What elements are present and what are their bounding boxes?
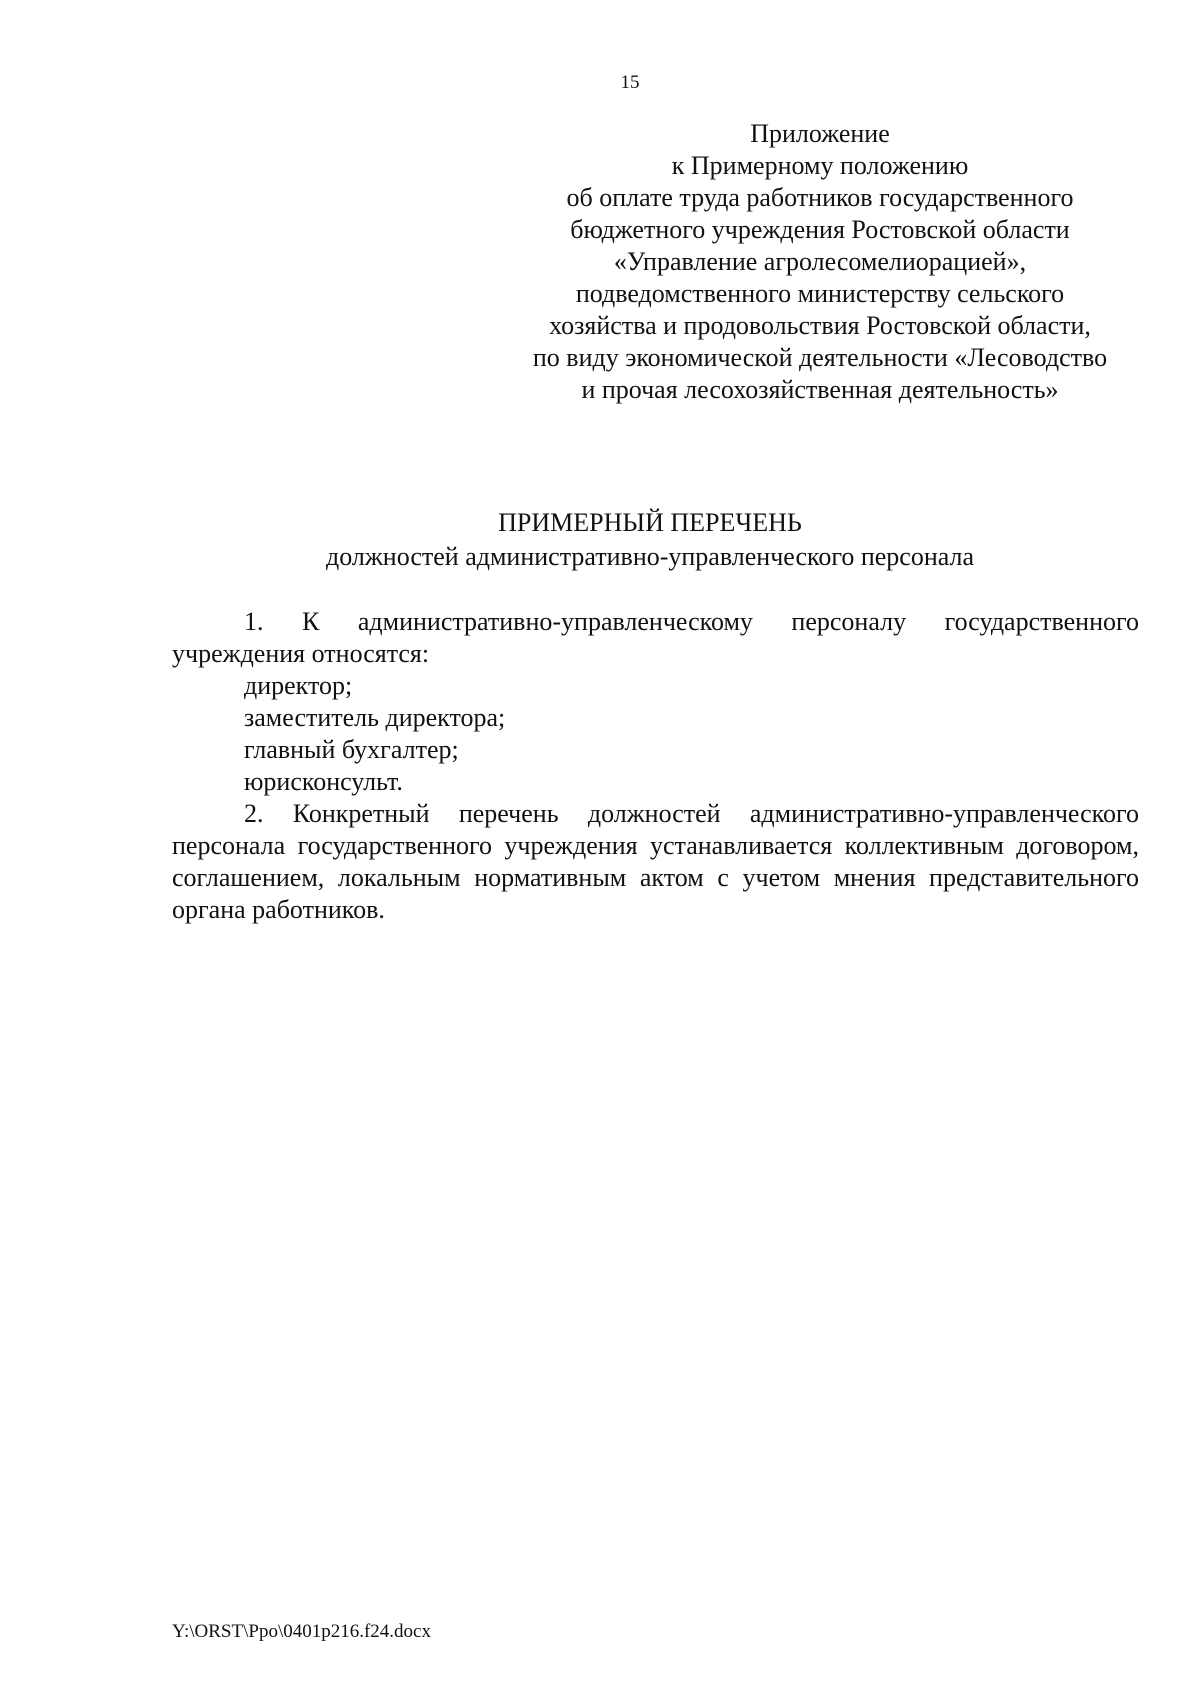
document-body xyxy=(172,606,1139,926)
appendix-line: «Управление агролесомелиорацией», xyxy=(613,247,1027,276)
appendix-line: подведомственного министерству сельского xyxy=(575,279,1065,308)
page-number: 15 xyxy=(620,72,640,93)
appendix-line: об оплате труда работников государственного xyxy=(566,183,1074,212)
list-item: главный бухгалтер; xyxy=(244,735,459,764)
list-item: юрисконсульт. xyxy=(244,767,403,796)
appendix-line: бюджетного учреждения Ростовской области xyxy=(570,215,1070,244)
appendix-line: по виду экономической деятельности «Лесоводство xyxy=(532,343,1108,372)
appendix-line: и прочая лесохозяйственная деятельность» xyxy=(581,375,1059,404)
paragraph-1: 1. К административно-управленческому персоналу государственного учреждения относятся: xyxy=(172,607,1139,668)
paragraph-2: 2. Конкретный перечень должностей административно-управленческого персонала государственного учреждения устанавливается коллективным договором, соглашением, локальным нормативным актом с учетом мнения представительного органа работников. xyxy=(172,799,1139,924)
appendix-header xyxy=(510,118,1130,406)
document-subtitle: должностей административно-управленческого персонала xyxy=(325,542,975,571)
appendix-line: хозяйства и продовольствия Ростовской области, xyxy=(549,311,1091,340)
list-item: директор; xyxy=(244,671,353,700)
appendix-line: Приложение xyxy=(750,119,890,148)
appendix-line: к Примерному положению xyxy=(671,151,969,180)
list-item: заместитель директора; xyxy=(244,703,506,732)
document-title: ПРИМЕРНЫЙ ПЕРЕЧЕНЬ xyxy=(498,508,802,537)
file-path-footer: Y:\ORST\Ppo\0401p216.f24.docx xyxy=(172,1621,431,1642)
